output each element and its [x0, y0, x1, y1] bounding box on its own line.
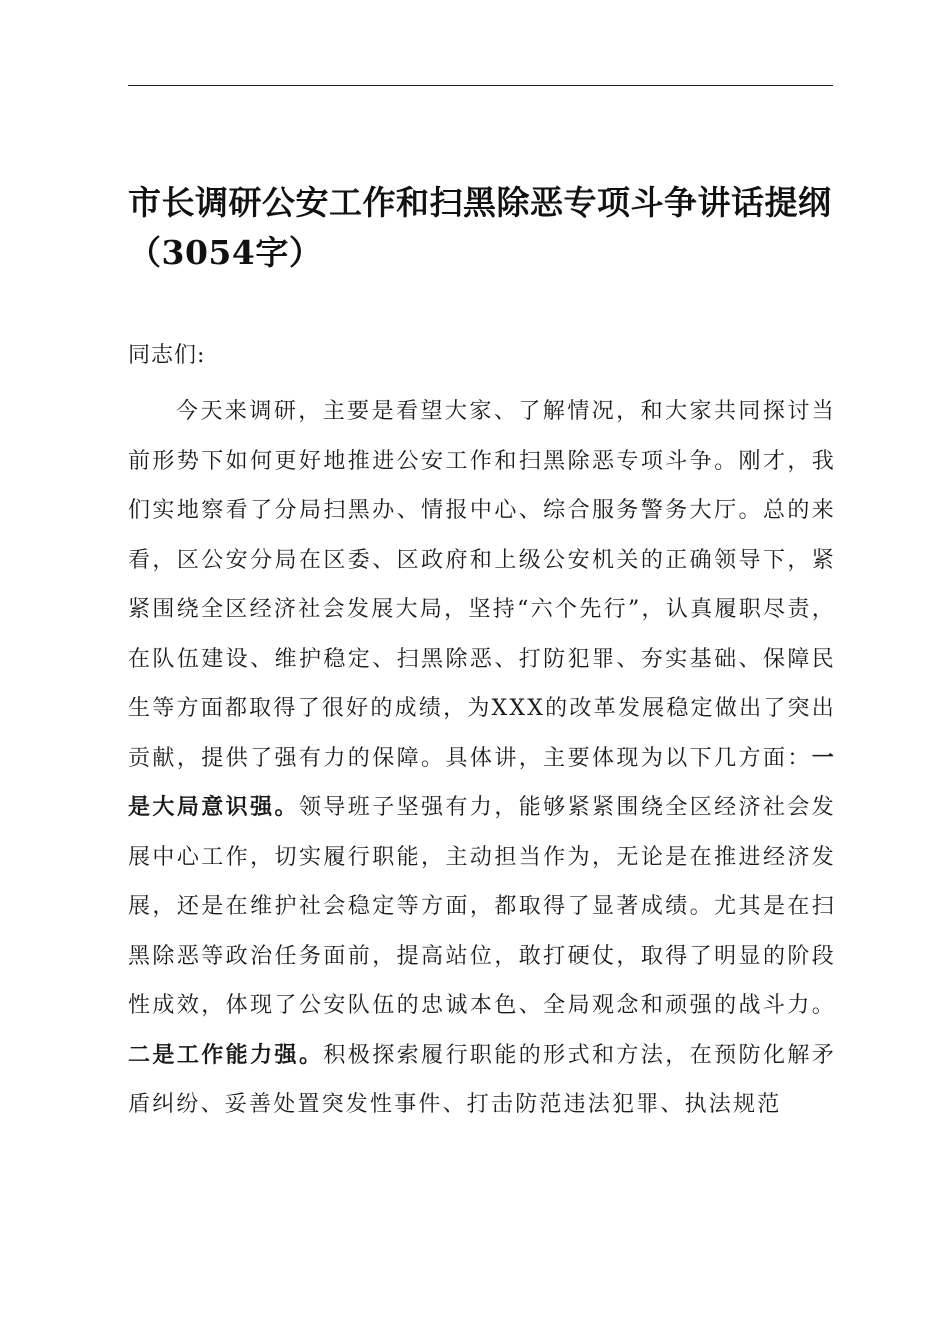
- paragraph-text-1: 今天来调研，主要是看望大家、了解情况，和大家共同探讨当前形势下如何更好地推进公安工作和扫黑除恶专项斗争。刚才，我们实地察看了分局扫黑办、情报中心、综合服务警务大厅。总的来看，区公安分局在区委、区政府和上级公安机关的正确领导下，紧紧围绕全区经济社会发展大局，坚持“六个先行”，认真履职尽责，在队伍建设、维护稳定、扫黑除恶、打防犯罪、夯实基础、保障民生等方面都取得了很好的成绩，为XXX的改革发展稳定做出了突出贡献，提供了强有力的保障。具体讲，主要体现为以下几方面：: [128, 399, 836, 771]
- paragraph-text-2: 领导班子坚强有力，能够紧紧围绕全区经济社会发展中心工作，切实履行职能，主动担当作为，无论是在推进经济发展，还是在维护社会稳定等方面，都取得了显著成绩。尤其是在扫黑除恶等政治任务面前，提高站位，敢打硬仗，取得了明显的阶段性成效，体现了公安队伍的忠诚本色、全局观念和顽强的战斗力。: [128, 795, 836, 1018]
- body-paragraph: [128, 387, 836, 1130]
- salutation: 同志们:: [128, 343, 206, 368]
- point-heading-1: 一是大局意识强。: [128, 744, 836, 820]
- document-title: 市长调研公安工作和扫黑除恶专项斗争讲话提纲（3054字）: [128, 183, 832, 272]
- paragraph-text-3: 积极探索履行职能的形式和方法，在预防化解矛盾纠纷、妥善处置突发性事件、打击防范违法犯罪、执法规范: [128, 1042, 836, 1117]
- header-rule: [128, 85, 833, 86]
- point-heading-2: 二是工作能力强。: [128, 1041, 324, 1068]
